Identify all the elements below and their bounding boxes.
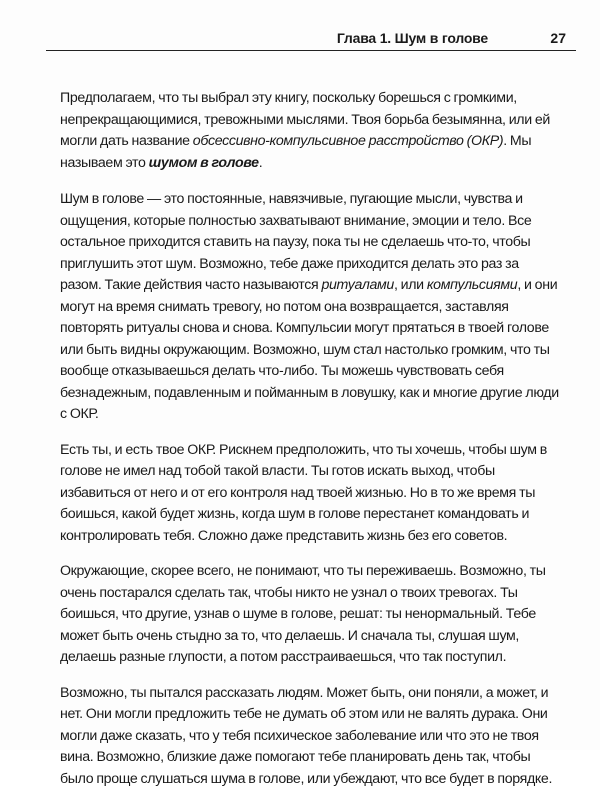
paragraph-2-term-compulsions: компульсиями <box>426 277 518 293</box>
paragraph-1-text-c: . Мы называем это <box>60 133 532 171</box>
paragraph-5: Возможно, ты пытался рассказать людям. Может быть, они поняли, а может, и нет. Они могли предложить тебе не думать об этом или не валять дурака. Они могли даже сказать, что у тебя психическое заболевание или что это не твоя вина. Возможно, близкие даже помогают тебе планировать день так, чтобы было проще слушаться шума в голове, или убеждают, что все будет в порядке. <box>60 684 553 787</box>
paragraph-2-text-c: , или <box>393 277 427 293</box>
paragraph-1-text-a: Предполагаем, что ты выбрал эту книгу, поскольку борешься с громкими, непрекращающимися, тревожными мыслями. Твоя борьба безымянна, или ей могли дать название <box>60 90 550 149</box>
paragraph-1-term-ocd: обсессивно-компульсивное расстройство (ОКР) <box>192 133 504 149</box>
paragraph-3: Есть ты, и есть твое ОКР. Рискнем предположить, что ты хочешь, чтобы шум в голове не имел над тобой такой власти. Ты готов искать выход, чтобы избавиться от него и от его контроля над твоей жизнью. Но в то же время ты боишься, какой будет жизнь, когда шум в голове перестанет командовать и контролировать тебя. Сложно даже представить жизнь без его советов. <box>60 441 547 544</box>
paragraph-1 <box>60 88 560 174</box>
paragraph-2-text-a: Шум в голове — это постоянные, навязчивые, пугающие мысли, чувства и ощущения, которые полностью захватывают внимание, эмоции и тело. Все остальное приходится ставить на паузу, пока ты не сделаешь что-то, чтобы приглушить этот шум. Возможно, тебе даже приходится делать это раз за разом. Такие действия часто называются <box>60 191 532 293</box>
paragraph-1-text-e: . <box>258 154 263 171</box>
running-header <box>46 26 576 51</box>
body-text <box>60 88 560 805</box>
chapter-title: Глава 1. Шум в голове <box>336 30 488 46</box>
paragraph-4: Окружающие, скорее всего, не понимают, что ты переживаешь. Возможно, ты очень постарался сделать так, чтобы никто не узнал о твоих тревогах. Ты боишься, что другие, узнав о шуме в голове, решат: ты ненормальный. Тебе может быть очень стыдно за то, что делаешь. И сначала ты, слушая шум, делаешь разные глупости, а потом расстраиваешься, что так поступил. <box>60 563 546 665</box>
page-number: 27 <box>550 30 566 46</box>
paragraph-2 <box>60 189 560 426</box>
paragraph-2-text-e: , и они могут на время снимать тревогу, но потом она возвращается, заставляя повторять ритуалы снова и снова. Компульсии могут прятаться в твоей голове или быть видны окружающим. Возможно, шум стал настолько громким, что ты вообще отказываешься делать что-либо. Ты можешь чувствовать себя безнадежным, подавленным и пойманным в ловушку, как и многие другие люди с ОКР. <box>60 277 559 422</box>
paragraph-1-term-noise: шумом в голове <box>148 154 259 171</box>
paragraph-2-term-rituals: ритуалами <box>321 277 394 293</box>
